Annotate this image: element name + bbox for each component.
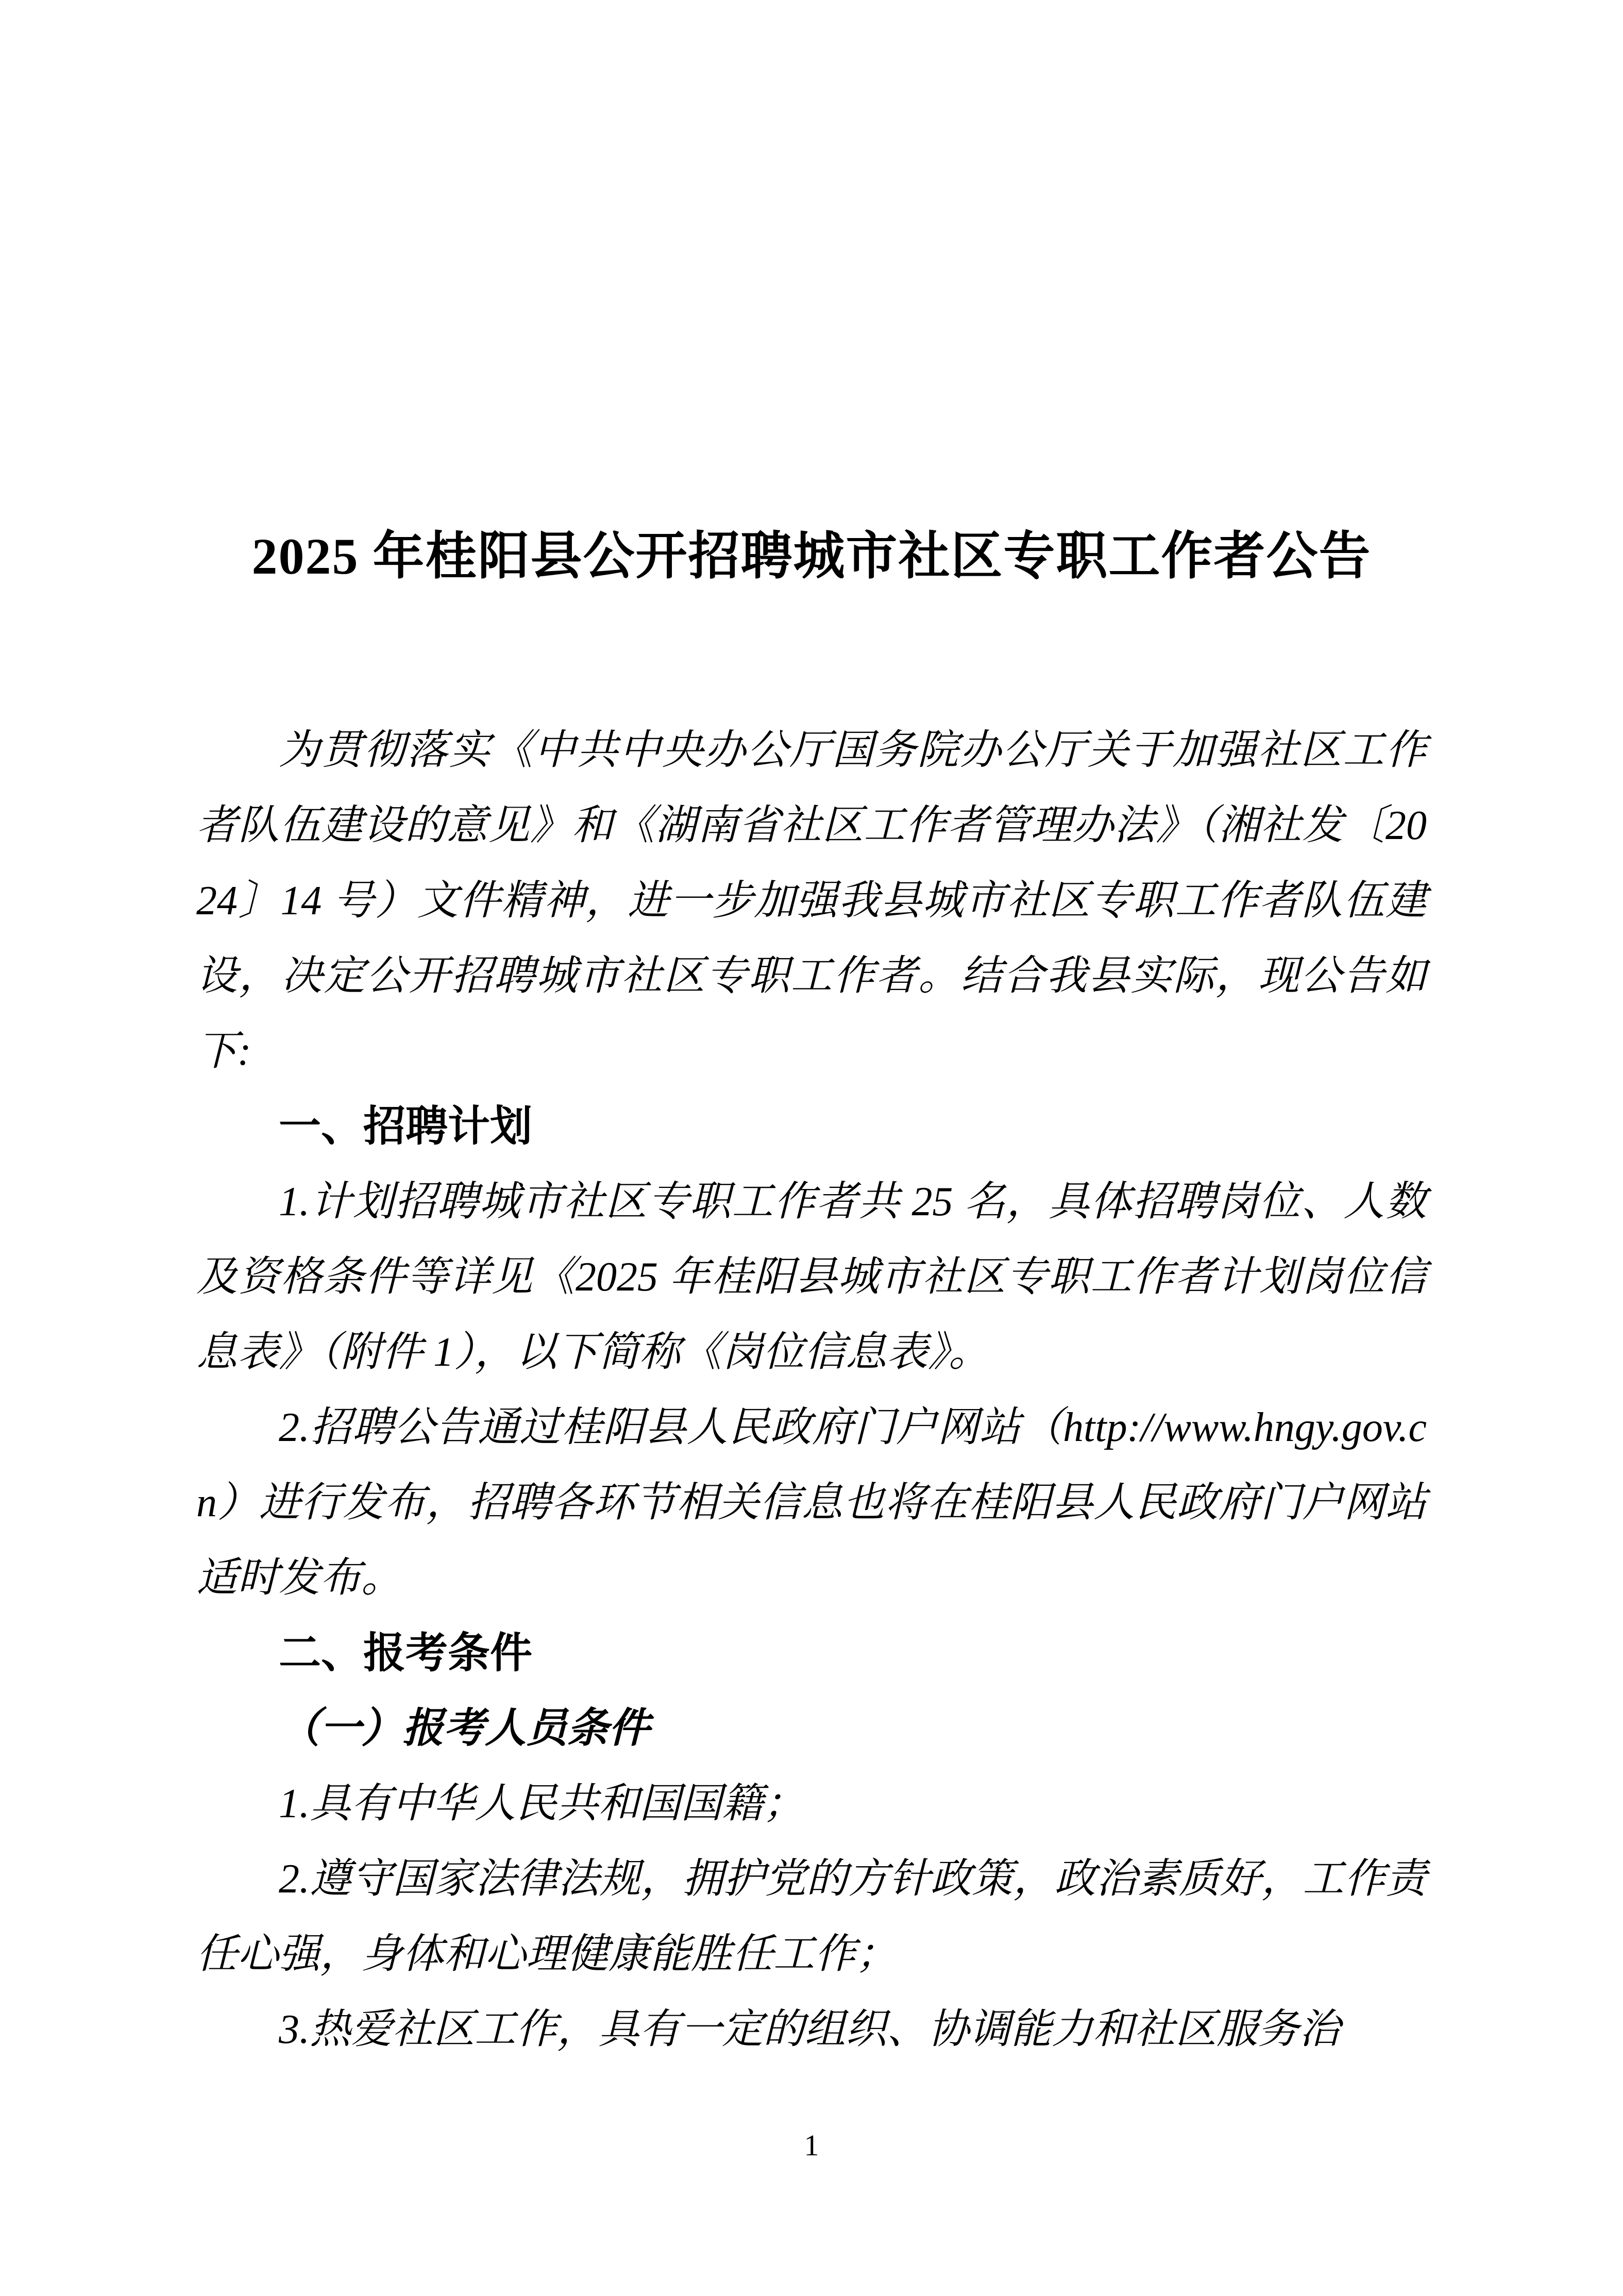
paragraph-plan-item-2: 2.招聘公告通过桂阳县人民政府门户网站（http://www.hngy.gov.cn）进行发布，招聘各环节相关信息也将在桂阳县人民政府门户网站适时发布。	[196, 1405, 1427, 1601]
paragraph-condition-3: 3.热爱社区工作，具有一定的组织、协调能力和社区服务治	[279, 2007, 1340, 2052]
paragraph-condition-2: 2.遵守国家法律法规，拥护党的方针政策，政治素质好，工作责任心强，身体和心理健康能胜任工作；	[196, 1856, 1427, 1977]
document-title: 2025 年桂阳县公开招聘城市社区专职工作者公告	[251, 528, 1372, 585]
section-heading-application-conditions: 二、报考条件	[279, 1630, 533, 1677]
section-heading-recruitment-plan: 一、招聘计划	[279, 1103, 533, 1150]
document-body	[196, 0, 1427, 2067]
paragraph-condition-1: 1.具有中华人民共和国国籍；	[279, 1781, 804, 1826]
paragraph-intro: 为贯彻落实《中共中央办公厅国务院办公厅关于加强社区工作者队伍建设的意见》和《湖南省社区工作者管理办法》（湘社发〔2024〕14 号）文件精神，进一步加强我县城市社区专职工作者队伍建设，决定公开招聘城市社区专职工作者。结合我县实际，现公告如下:	[196, 728, 1427, 1074]
paragraph-plan-item-1: 1.计划招聘城市社区专职工作者共 25 名，具体招聘岗位、人数及资格条件等详见《2025 年桂阳县城市社区专职工作者计划岗位信息表》（附件 1），以下简称《岗位信息表》。	[196, 1179, 1427, 1375]
page-number: 1	[804, 2129, 819, 2162]
subsection-heading-applicant-conditions: （一）报考人员条件	[279, 1706, 650, 1751]
